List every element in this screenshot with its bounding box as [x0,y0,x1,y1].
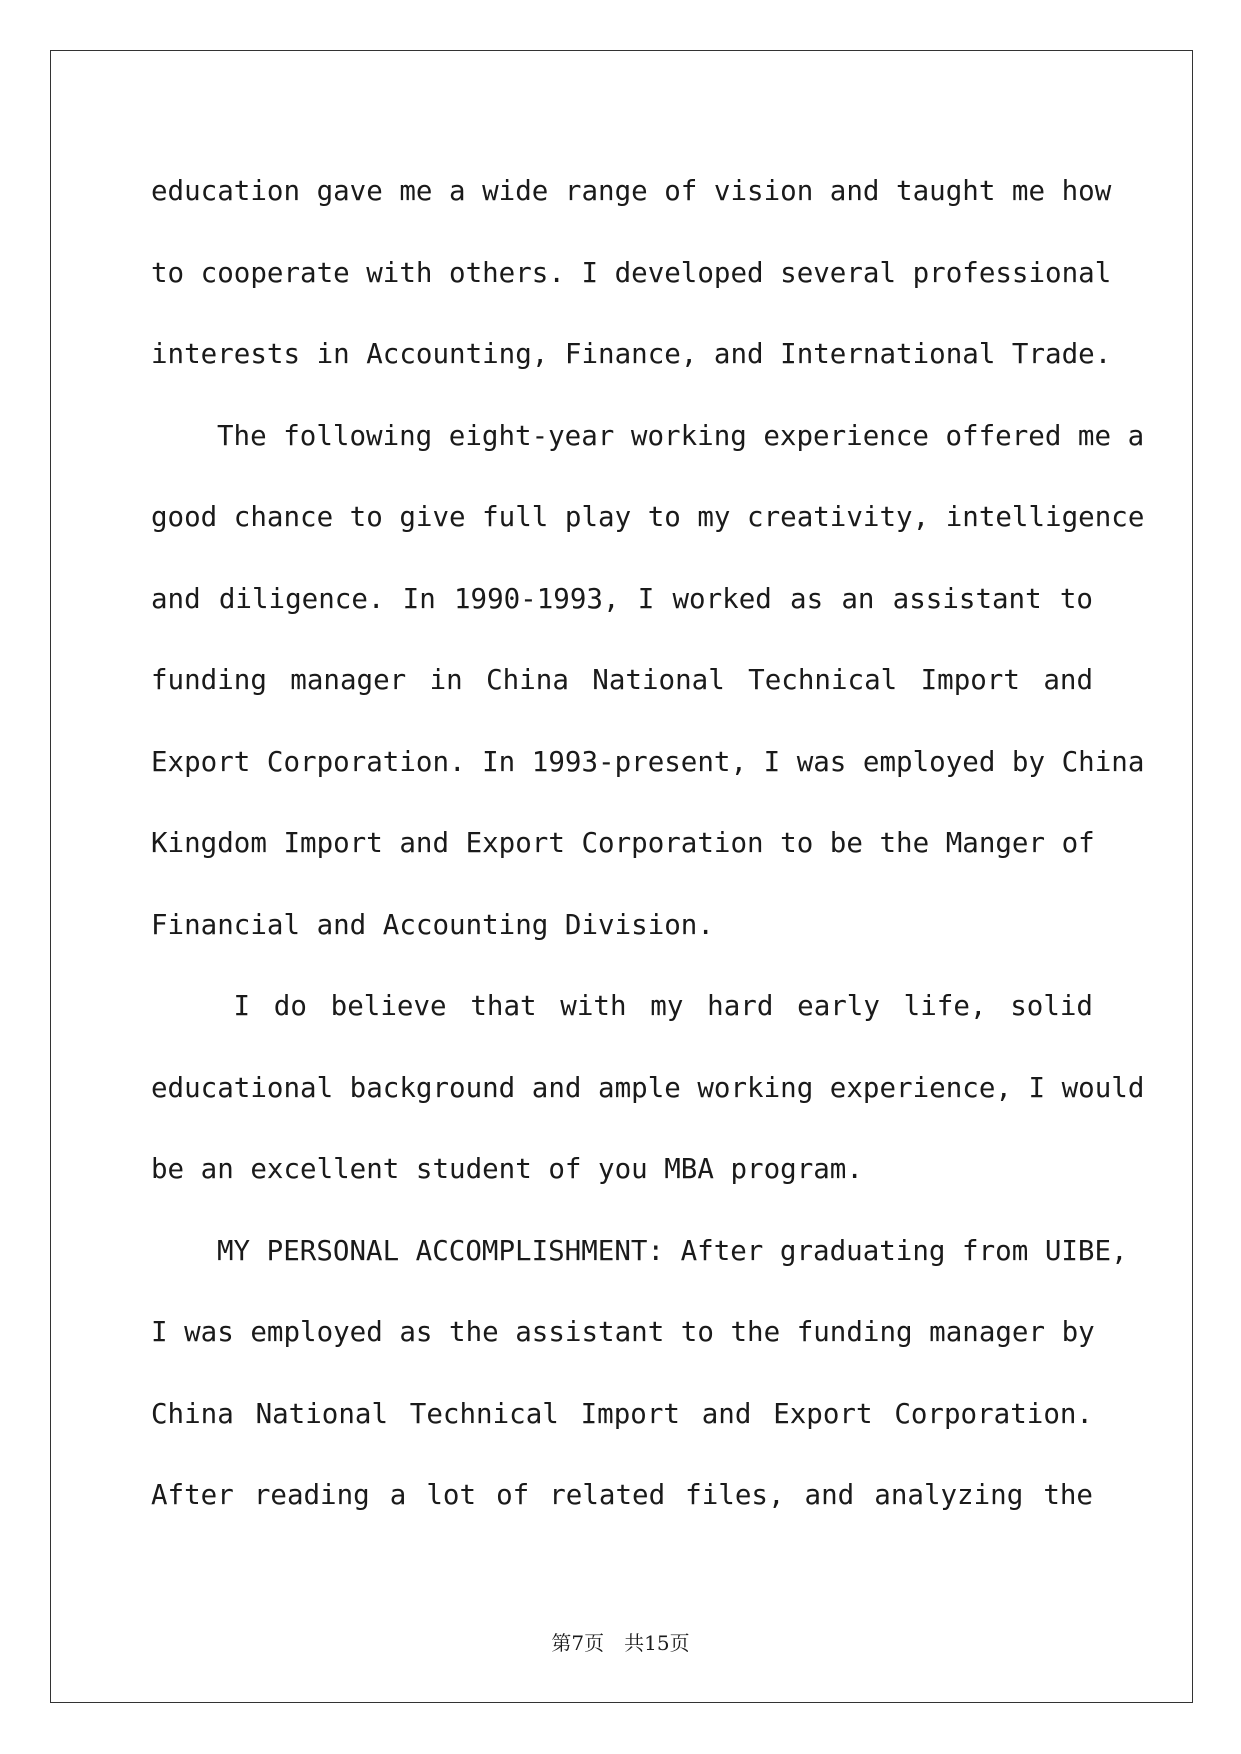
body-text [151,171,1145,1557]
text-line: and diligence. In 1990-1993, I worked as an assistant to [151,582,1093,615]
text-line: Kingdom Import and Export Corporation to be the Manger of [151,827,1095,859]
text-line-content: I do believe that with my hard early life, solid [233,990,1093,1022]
text-line: Export Corporation. In 1993-present, I was employed by China [151,745,1145,778]
text-line: funding manager in China National Technical Import and [151,664,1093,696]
text-line [151,416,1145,498]
text-line [151,986,1093,1068]
page-number-footer: 第7页 共15页 [551,1631,690,1655]
text-line-content: MY PERSONAL ACCOMPLISHMENT: After graduating from UIBE, [217,1234,1128,1267]
text-line: be an excellent student of you MBA program. [151,1153,863,1185]
text-line: education gave me a wide range of vision and taught me how [151,175,1112,207]
text-line-content: The following eight-year working experience offered me a [217,419,1145,452]
text-line [151,1231,1128,1313]
text-line: I was employed as the assistant to the funding manager by [151,1316,1095,1348]
text-line: Financial and Accounting Division. [151,908,714,941]
text-line: educational background and ample working experience, I would [151,1071,1145,1104]
text-line: After reading a lot of related files, and analyzing the [151,1479,1093,1511]
text-line: to cooperate with others. I developed several professional [151,256,1112,289]
text-line: good chance to give full play to my creativity, intelligence [151,501,1145,533]
text-line: China National Technical Import and Export Corporation. [151,1397,1093,1430]
text-line: interests in Accounting, Finance, and International Trade. [151,338,1112,370]
